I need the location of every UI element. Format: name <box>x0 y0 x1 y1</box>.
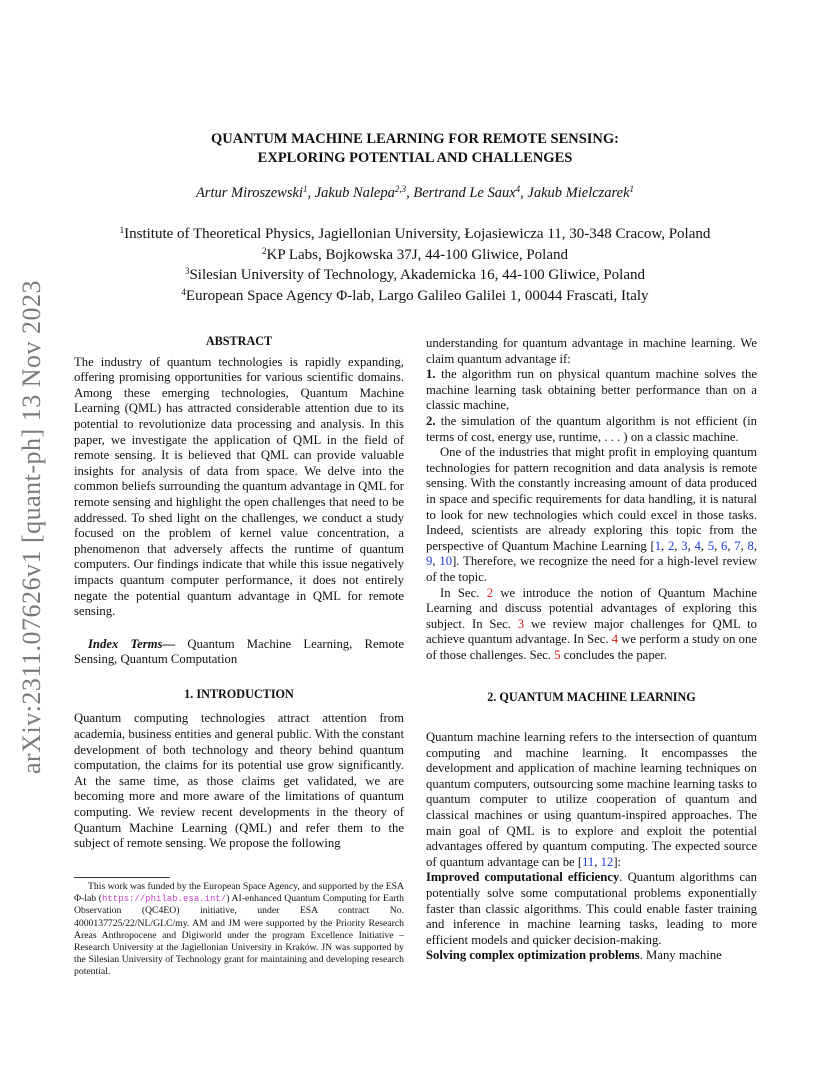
abstract-text: The industry of quantum technologies is rapidly expanding, offering promising opportunities for various scientific domains. Among these emerging technologies, Quantum Machine Learning (QML) has attracted considerable attention due to its potential to revolutionize data processing and analysis. In this paper, we investigate the application of QML in the field of remote sensing. It is believed that QML can provide valuable insights for analysis of data from space. We delve into the common beliefs surrounding the quantum advantage in QML for remote sensing and highlight the open challenges that need to be addressed. To shed light on the challenges, we conduct a study focused on the problem of kernel value concentration, a phenomenon that adversely affects the runtime of quantum computers. Our findings indicate that while this issue negatively impacts quantum computer performance, it does not entirely negate the potential quantum advantage in QML for remote sensing. <box>74 354 404 619</box>
arxiv-stamp <box>8 272 56 782</box>
citation-link[interactable]: 11 <box>582 854 595 869</box>
criterion-text: the simulation of the quantum algorithm is not efficient (in terms of cost, energy use, runtime, . . . ) on a classic machine. <box>426 413 758 444</box>
paragraph-text: we review major challenges for QML to achieve quantum advantage. In Sec. <box>426 616 757 647</box>
section-link[interactable]: 3 <box>517 616 525 631</box>
criterion-text: the algorithm run on physical quantum machine solves the machine learning task obtaining better performance than on a classic machine, <box>426 367 757 413</box>
paragraph-qml: Quantum machine learning refers to the intersection of quantum computing and machine learning. It encompasses the development and application of machine learning techniques on quantum computers, outsourcing some machine learning tasks to quantum computer to utilize cooperation of quantum and classical machines or using quantum-inspired approaches. The main goal of QML is to explore and exploit the potential advantages offered by quantum computing. The expected source of quantum advantage can be [11, 12]: <box>426 730 757 869</box>
affiliation-line <box>80 245 750 266</box>
footnote-part: ) AI-enhanced Quantum Computing for Earth Observation (QC4EO) initiative, under ESA contract No. 4000137725/22/NL/GLC/my. AM and JM were supported by the Priority Research Areas Anthropocene and Digiworld under the program Excellence Initiative – Research University at the Jagiellonian University in Kraków. JN was supported by the Silesian University of Technology grant for maintaining and developing research potential. <box>74 893 404 978</box>
bullet-text: . Many machine <box>639 948 722 963</box>
paragraph-text: One of the industries that might profit in employing quantum technologies for pattern recognition and data analysis is remote sensing. With the constantly increasing amount of data produced in space and specific requirements for data handling, it is natural to look for new technologies which could excel in those tasks. Indeed, scientists are already exploring this topic from the perspective of Quantum Machine Learning [ <box>426 445 757 553</box>
paragraph-remote-sensing: One of the industries that might profit in employing quantum technologies for pattern recognition and data analysis is remote sensing. With the constantly increasing amount of data produced in space and specific requirements for data handling, it is natural to look for new technologies which could excel in those tasks. Indeed, scientists are already exploring this topic from the perspective of Quantum Machine Learning [1, 2, 3, 4, 5, 6, 7, 8, 9, 10]. Therefore, we recognize the need for a high-level review of the topic. <box>426 445 758 584</box>
affil-mark: 2 <box>261 245 267 256</box>
section-link[interactable]: 2 <box>486 585 494 600</box>
right-column <box>426 336 757 964</box>
criterion-number: 1. <box>426 367 436 382</box>
affil-mark: 3 <box>184 266 190 276</box>
arxiv-identifier: arXiv:2311.07626v1 [quant-ph] 13 Nov 2023 <box>17 280 46 774</box>
author-list: Artur Miroszewski$^1$, Jakub Nalepa$^{2,3}$, Bertrand Le Saux$^4$, Jakub Mielczarek$^1$ <box>195 184 635 201</box>
affil-text: Institute of Theoretical Physics, Jagiellonian University, Łojasiewicza 11, 30-348 Cracow, Poland <box>124 226 711 242</box>
footnote-text <box>74 881 404 979</box>
author-affil-mark: 1 <box>629 184 635 194</box>
section-link[interactable]: 5 <box>554 647 561 662</box>
affiliation-line <box>80 224 750 245</box>
index-terms-label: Index Terms— <box>88 636 176 651</box>
bullet-label: Solving complex optimization problems <box>426 948 640 963</box>
title-line-2: EXPLORING POTENTIAL AND CHALLENGES <box>257 150 573 166</box>
paragraph-text: we introduce the notion of Quantum Machine Learning and discuss potential advantages of exploring this subject. In Sec. <box>426 585 758 631</box>
title-line-1: QUANTUM MACHINE LEARNING FOR REMOTE SENSING: <box>210 131 620 147</box>
intro-heading: 1. INTRODUCTION <box>184 686 294 701</box>
citation-link[interactable]: 3 <box>681 538 688 553</box>
affiliation-line <box>80 265 750 286</box>
author-name: Artur Miroszewski <box>195 185 303 201</box>
paragraph-text: concludes the paper. <box>560 647 667 662</box>
footnote-part: This work was funded by the European Space Agency, and supported by the ESA Φ-lab ( <box>74 881 404 905</box>
criterion-number: 2. <box>426 413 436 428</box>
section-2-heading: 2. QUANTUM MACHINE LEARNING <box>487 690 696 705</box>
abstract-heading: ABSTRACT <box>205 334 273 348</box>
paragraph-outline <box>426 586 757 664</box>
affil-text: Silesian University of Technology, Akademicka 16, 44-100 Gliwice, Poland <box>189 267 646 283</box>
citation-link[interactable]: 4 <box>694 538 701 553</box>
index-terms-text: Quantum Machine Learning, Remote Sensing, Quantum Computation <box>74 636 404 667</box>
section-link[interactable]: 4 <box>611 632 619 647</box>
affil-mark: 1 <box>119 225 125 235</box>
intro-continued: understanding for quantum advantage in machine learning. We claim quantum advantage if: <box>426 336 757 366</box>
bullet-text: . Quantum algorithms can potentially solve some computational problems exponentially faster than classic algorithms. This could enable faster training and inference in machine learning tasks, leading to more efficient models and quicker decision-making. <box>426 870 757 947</box>
citation-link[interactable]: 10 <box>439 554 453 569</box>
citation-link[interactable]: 7 <box>734 538 741 553</box>
affil-mark: 4 <box>181 286 186 297</box>
citation-link[interactable]: 5 <box>707 538 715 553</box>
author-affil-mark: 2,3 <box>394 184 407 194</box>
paragraph-text: In Sec. <box>440 585 487 600</box>
paragraph-text: ]: <box>613 854 622 869</box>
author-name: Jakub Mielczarek <box>527 185 630 201</box>
criterion-2 <box>426 414 757 445</box>
author-name: Jakub Nalepa <box>314 185 395 201</box>
footnote <box>74 877 404 979</box>
paragraph-text: we perform a study on one of those challenges. Sec. <box>426 632 757 662</box>
index-terms <box>74 637 404 668</box>
bullet-label: Improved computational efficiency <box>426 870 620 885</box>
paragraph-text: ]. Therefore, we recognize the need for a high-level review of the topic. <box>426 554 758 584</box>
affil-text: European Space Agency Φ-lab, Largo Galileo Galilei 1, 00044 Frascati, Italy <box>185 287 649 304</box>
citation-link[interactable]: 6 <box>721 538 728 553</box>
intro-text: Quantum computing technologies attract attention from academia, business entities and general public. With the constant development of both technology and theory behind quantum computation, the claims for its potential use grow significantly. At the same time, as those claims get validated, we are becoming more and more aware of the limitations of quantum computing. We review recent developments in the theory of Quantum Machine Learning (QML) and refer them to the subject of remote sensing. We propose the following <box>74 711 404 851</box>
affiliation-list <box>80 224 750 306</box>
paragraph-text: Quantum machine learning refers to the intersection of quantum computing and machine learning. It encompasses the development and application of machine learning techniques on quantum computers, outsourcing some machine learning tasks to quantum computer to utilize cooperation of quantum and classical machines or using quantum-inspired approaches. The main goal of QML is to explore and exploit the potential advantages offered by quantum computing. The expected source of quantum advantage can be [ <box>426 730 757 869</box>
citation-link[interactable]: 2 <box>667 538 675 553</box>
author-affil-mark: 4 <box>515 184 521 194</box>
bullet-optimization <box>426 948 757 964</box>
citation-link[interactable]: 8 <box>747 538 754 553</box>
paper-title <box>120 130 710 168</box>
citation-link[interactable]: 9 <box>426 554 433 569</box>
affil-text: KP Labs, Bojkowska 37J, 44-100 Gliwice, Poland <box>266 246 568 263</box>
left-column <box>74 334 404 852</box>
citation-link[interactable]: 1 <box>654 538 662 553</box>
author-affil-mark: 1 <box>302 184 308 194</box>
citation-link[interactable]: 12 <box>600 854 614 869</box>
philab-link[interactable]: https://philab.esa.int/ <box>102 894 227 905</box>
bullet-efficiency <box>426 870 757 948</box>
criterion-1 <box>426 367 757 414</box>
affiliation-line <box>80 286 750 307</box>
footnote-rule <box>74 877 170 878</box>
author-name: Bertrand Le Saux <box>413 185 516 201</box>
